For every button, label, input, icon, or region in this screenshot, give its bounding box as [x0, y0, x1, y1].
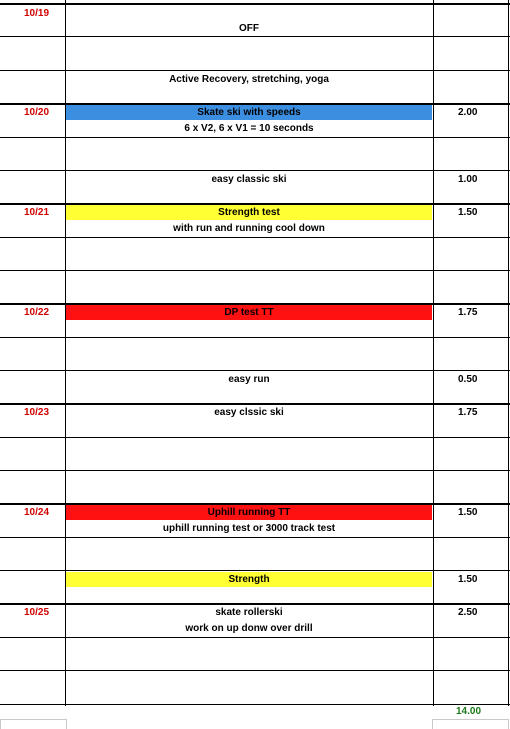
hours-cell: 1.50 — [458, 574, 478, 585]
date-cell: 10/20 — [24, 107, 50, 118]
workout-detail: 6 x V2, 6 x V1 = 10 seconds — [184, 123, 314, 134]
grid-line — [0, 570, 510, 571]
grid-line — [0, 603, 510, 605]
workout-title: OFF — [239, 23, 259, 34]
workout-note: Active Recovery, stretching, yoga — [169, 74, 329, 85]
grid-line — [0, 3, 510, 5]
workout-title: Uphill running TT — [207, 507, 291, 518]
hours-cell: 1.50 — [458, 507, 478, 518]
date-cell: 10/19 — [24, 8, 50, 19]
grid-line — [0, 370, 510, 371]
grid-line — [0, 270, 510, 271]
hours-cell: 2.50 — [458, 607, 478, 618]
hours-cell: 1.50 — [458, 207, 478, 218]
workout-title: Skate ski with speeds — [197, 107, 301, 118]
workout-title: Strength test — [218, 207, 280, 218]
total-hours: 14.00 — [456, 706, 482, 717]
grid-line — [0, 36, 510, 37]
hours-cell: 1.75 — [458, 307, 478, 318]
date-cell: 10/22 — [24, 307, 50, 318]
grid-line — [0, 170, 510, 171]
workout-title: DP test TT — [224, 307, 274, 318]
grid-line — [0, 637, 510, 638]
grid-line — [0, 470, 510, 471]
date-cell: 10/21 — [24, 207, 50, 218]
hours-cell: 1.75 — [458, 407, 478, 418]
hours-cell: 0.50 — [458, 374, 478, 385]
date-cell: 10/23 — [24, 407, 50, 418]
grid-line — [508, 0, 509, 706]
date-cell: 10/24 — [24, 507, 50, 518]
workout-detail: with run and running cool down — [173, 223, 325, 234]
hours-cell: 1.00 — [458, 174, 478, 185]
grid-line — [0, 70, 510, 71]
date-cell: 10/25 — [24, 607, 50, 618]
grid-line — [0, 237, 510, 238]
workout-title: easy run — [228, 374, 270, 385]
workout-title: easy clssic ski — [214, 407, 284, 418]
grid-line — [0, 403, 510, 405]
grid-line — [0, 704, 510, 705]
grid-line — [0, 337, 510, 338]
hours-cell: 2.00 — [458, 107, 478, 118]
grid-line — [0, 137, 510, 138]
workout-title: skate rollerski — [215, 607, 283, 618]
grid-line — [0, 670, 510, 671]
grid-line — [433, 0, 434, 706]
grid-line — [0, 537, 510, 538]
workout-detail: work on up donw over drill — [185, 623, 313, 634]
workout-title: easy classic ski — [211, 174, 287, 185]
workout-title: Strength — [228, 574, 270, 585]
grid-line — [0, 437, 510, 438]
workout-detail: uphill running test or 3000 track test — [162, 523, 336, 534]
